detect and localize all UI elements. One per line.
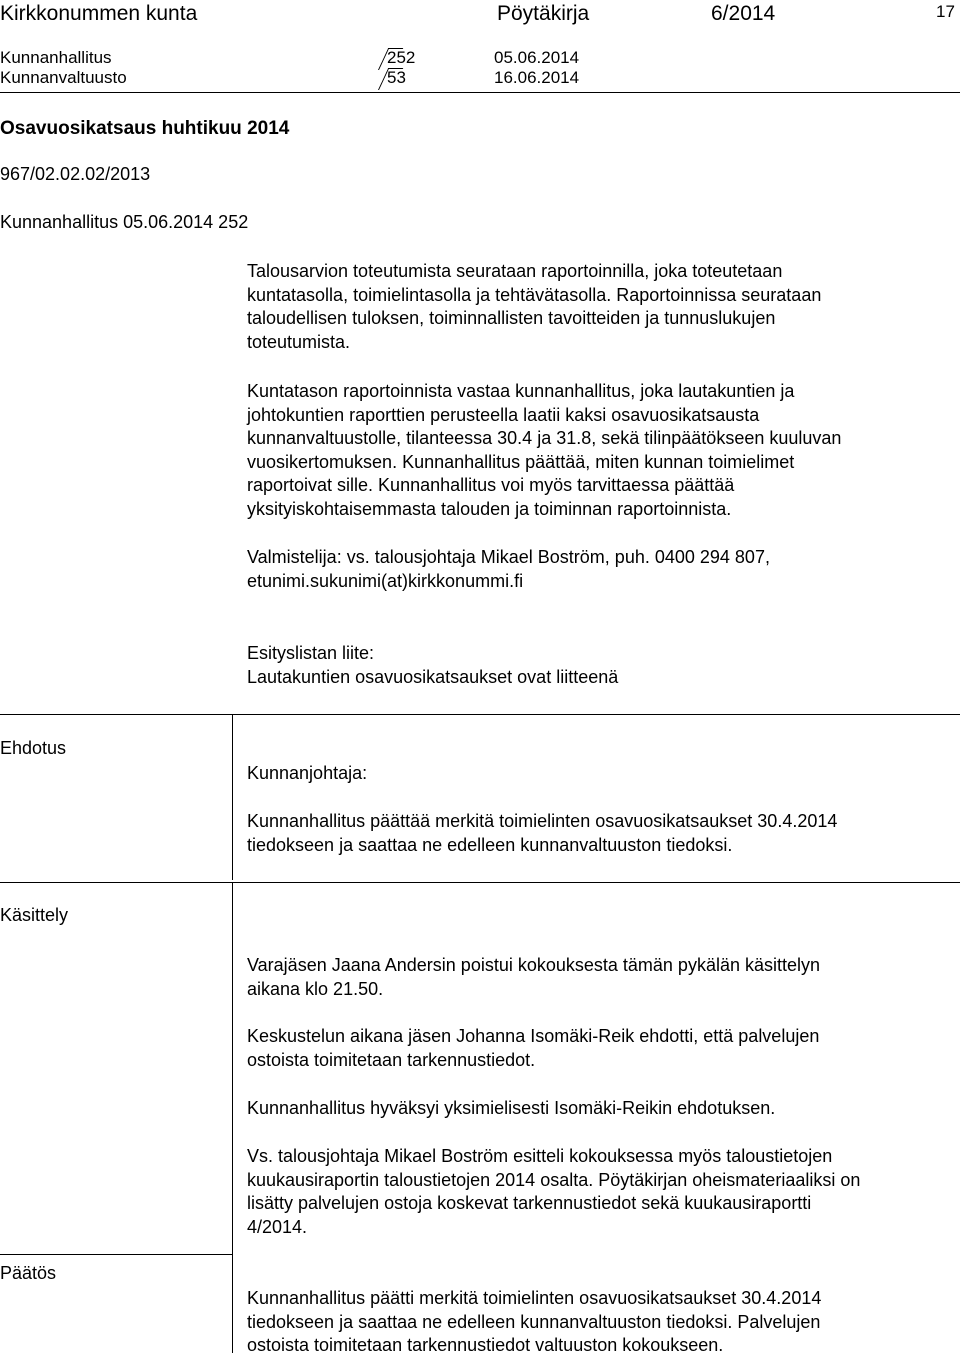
text-line: kuntatasolla, toimielintasolla ja tehtävätasolla. Raportoinnissa seurataan [247, 284, 822, 305]
handling-paragraph-2 [247, 1025, 959, 1072]
meeting-section-2: 53 [387, 68, 406, 87]
handling-paragraph-4 [247, 1145, 959, 1239]
text-line: yksityiskohtaisemmasta talouden ja toiminnan raportoinnista. [247, 498, 732, 519]
text-line: Kuntatason raportoinnista vastaa kunnanhallitus, joka lautakuntien ja [247, 381, 795, 401]
text-line: Valmistelija: vs. talousjohtaja Mikael Boström, puh. 0400 294 807, [247, 547, 770, 567]
text-line: johtokuntien raporttien perusteella laatii kaksi osavuosikatsausta [247, 404, 760, 425]
text-line: lisätty palvelujen ostoja koskevat tarkennustiedot sekä kuukausiraportti [247, 1193, 812, 1213]
handling-paragraph-3 [247, 1097, 959, 1121]
text-line: aikana klo 21.50. [247, 978, 384, 999]
document-type: Pöytäkirja [497, 2, 590, 25]
page-number: 17 [936, 2, 955, 21]
meeting-date-2: 16.06.2014 [494, 68, 580, 87]
section-vertical-rule [232, 882, 233, 1353]
text-line: 4/2014. [247, 1216, 308, 1237]
meeting-section-1: 252 [387, 48, 416, 67]
paragraph-preparer [247, 546, 959, 593]
proposer: Kunnanjohtaja: [247, 763, 368, 783]
decision-text [247, 1287, 959, 1358]
text-line: Kunnanhallitus päättää merkitä toimielinten osavuosikatsaukset 30.4.2014 [247, 811, 838, 831]
kasittely-label: Käsittely [0, 905, 69, 925]
paragraph-reporting [247, 260, 959, 354]
case-number: 967/02.02.02/2013 [0, 164, 151, 184]
meeting-date-1: 05.06.2014 [494, 48, 580, 67]
paragraph-municipal-reporting [247, 380, 959, 521]
section-divider [0, 1254, 232, 1255]
text-line: Lautakuntien osavuosikatsaukset ovat liitteenä [247, 666, 619, 687]
meeting-body-1: Kunnanhallitus [0, 48, 112, 67]
text-line: tiedokseen ja saattaa ne edelleen kunnanvaltuuston tiedoksi. Palvelujen [247, 1311, 821, 1332]
text-line: etunimi.sukunimi(at)kirkkonummi.fi [247, 570, 524, 591]
document-title: Osavuosikatsaus huhtikuu 2014 [0, 118, 290, 139]
text-line: Talousarvion toteutumista seurataan raportoinnilla, joka toteutetaan [247, 261, 783, 281]
text-line: ostoista toimitetaan tarkennustiedot. [247, 1049, 536, 1070]
ehdotus-label: Ehdotus [0, 738, 67, 758]
document-number: 6/2014 [711, 2, 776, 25]
header-divider [0, 92, 960, 93]
section-divider [0, 714, 960, 715]
proposal-text [247, 810, 959, 857]
section-divider [0, 882, 960, 883]
text-line: Varajäsen Jaana Andersin poistui kokouksesta tämän pykälän käsittelyn [247, 955, 821, 975]
text-line: Kunnanhallitus hyväksyi yksimielisesti Isomäki-Reikin ehdotuksen. [247, 1098, 776, 1118]
text-line: Esityslistan liite: [247, 643, 375, 663]
text-line: ostoista toimitetaan tarkennustiedot valtuuston kokoukseen. [247, 1335, 724, 1355]
paatos-label: Päätös [0, 1263, 57, 1283]
municipality-name: Kirkkonummen kunta [0, 2, 198, 25]
text-line: Vs. talousjohtaja Mikael Boström esitteli kokouksessa myös taloustietojen [247, 1146, 833, 1166]
handling-reference: Kunnanhallitus 05.06.2014 252 [0, 212, 249, 232]
paragraph-attachment [247, 642, 959, 689]
text-line: vuosikertomuksen. Kunnanhallitus päättää, miten kunnan toimielimet [247, 451, 795, 472]
text-line: toteutumista. [247, 331, 351, 352]
text-line: kunnanvaltuustolle, tilanteessa 30.4 ja 31.8, sekä tilinpäätökseen kuuluvan [247, 428, 842, 448]
text-line: taloudellisen tuloksen, toiminnallisten tavoitteiden ja tunnuslukujen [247, 308, 776, 328]
text-line: Keskustelun aikana jäsen Johanna Isomäki-Reik ehdotti, että palvelujen [247, 1026, 820, 1046]
text-line: raportoivat sille. Kunnanhallitus voi myös tarvittaessa päättää [247, 475, 735, 495]
text-line: kuukausiraportin taloustietojen 2014 osalta. Pöytäkirjan oheismateriaaliksi on [247, 1169, 861, 1190]
handling-paragraph-1 [247, 954, 959, 1001]
section-vertical-rule [232, 714, 233, 880]
text-line: tiedokseen ja saattaa ne edelleen kunnanvaltuuston tiedoksi. [247, 834, 733, 855]
text-line: Kunnanhallitus päätti merkitä toimielinten osavuosikatsaukset 30.4.2014 [247, 1288, 822, 1308]
meeting-body-2: Kunnanvaltuusto [0, 68, 127, 87]
